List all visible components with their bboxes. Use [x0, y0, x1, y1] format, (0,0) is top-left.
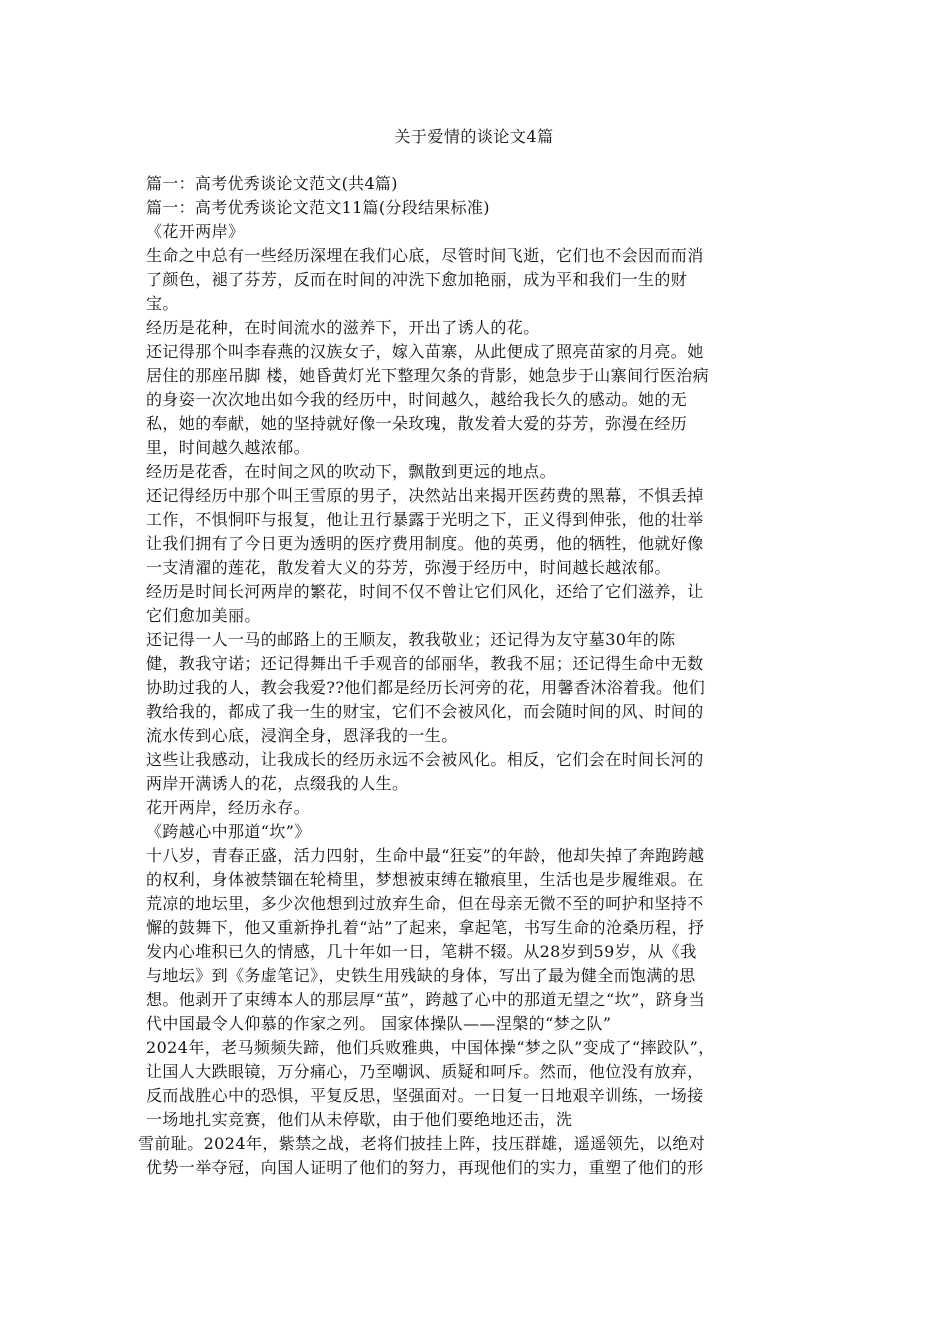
text-line: 懈的鼓舞下，他又重新挣扎着“站”了起来，拿起笔，书写生命的沧桑历程，抒 — [146, 918, 705, 937]
text-line: 教给我的，都成了我一生的财宝，它们不会被风化，而会随时间的风、时间的 — [146, 702, 704, 721]
text-line: 协助过我的人，教会我爱??他们都是经历长河旁的花，用馨香沐浴着我。他们 — [146, 678, 706, 697]
text-line: 反而战胜心中的恐惧，平复反思，坚强面对。一日复一日地艰辛训练，一场接 — [146, 1086, 704, 1105]
document-body — [138, 172, 802, 1180]
text-line: 里，时间越久越浓郁。 — [146, 438, 311, 457]
text-line: 花开两岸，经历永存。 — [146, 798, 311, 817]
text-line: 代中国最令人仰慕的作家之列。 国家体操队——涅槃的“梦之队” — [146, 1014, 612, 1033]
text-line: 了颜色，褪了芬芳，反而在时间的冲洗下愈加艳丽，成为平和我们一生的财 — [146, 270, 688, 289]
text-line: 宝。 — [146, 294, 179, 313]
text-line: 一支清濯的莲花，散发着大义的芬芳，弥漫于经历中，时间越长越浓郁。 — [146, 558, 671, 577]
text-line: 一场地扎实竞赛，他们从未停歇，由于他们要绝地还击，洗 — [146, 1110, 573, 1129]
text-line: 雪前耻。2024年，紫禁之战，老将们披挂上阵，技压群雄，遥遥领先，以绝对 — [138, 1134, 706, 1153]
text-line: 的权利，身体被禁锢在轮椅里，梦想被束缚在辙痕里，生活也是步履维艰。在 — [146, 870, 704, 889]
text-line: 居住的那座吊脚 楼，她昏黄灯光下整理欠条的背影，她急步于山寨间行医治病 — [146, 366, 710, 385]
text-line: 经历是时间长河两岸的繁花，时间不仅不曾让它们风化，还给了它们滋养，让 — [146, 582, 704, 601]
text-line: 想。他剥开了束缚本人的那层厚“茧”，跨越了心中的那道无望之“坎”，跻身当 — [146, 990, 706, 1009]
text-line: 让国人大跌眼镜，万分痛心，乃至嘲讽、质疑和呵斥。然而，他位没有放弃， — [146, 1062, 704, 1081]
text-line: 两岸开满诱人的花，点缀我的人生。 — [146, 774, 409, 793]
text-line: 还记得一人一马的邮路上的王顺友，教我敬业；还记得为友守墓30年的陈 — [146, 630, 676, 649]
text-line: 《跨越心中那道“坎”》 — [146, 822, 311, 841]
text-line: 流水传到心底，浸润全身，恩泽我的一生。 — [146, 726, 458, 745]
text-line: 《花开两岸》 — [146, 222, 245, 241]
text-line: 让我们拥有了今日更为透明的医疗费用制度。他的英勇，他的牺牲，他就好像 — [146, 534, 704, 553]
text-line: 十八岁，青春正盛，活力四射，生命中最“狂妄”的年龄，他却失掉了奔跑跨越 — [146, 846, 705, 865]
text-line: 2024年，老马频频失蹄，他们兵败雅典，中国体操“梦之队”变成了“摔跤队”， — [146, 1038, 715, 1057]
text-line: 这些让我感动，让我成长的经历永远不会被风化。相反，它们会在时间长河的 — [146, 750, 704, 769]
text-line: 私，她的奉献，她的坚持就好像一朵玫瑰，散发着大爱的芬芳，弥漫在经历 — [146, 414, 688, 433]
text-line: 篇一：高考优秀谈论文范文(共4篇) — [146, 174, 398, 193]
text-line: 篇一：高考优秀谈论文范文11篇(分段结果标准) — [146, 198, 490, 217]
document-title: 关于爱情的谈论文4篇 — [394, 127, 554, 146]
text-line: 荒凉的地坛里，多少次他想到过放弃生命，但在母亲无微不至的呵护和坚持不 — [146, 894, 704, 913]
text-line: 经历是花香，在时间之风的吹动下，飘散到更远的地点。 — [146, 462, 557, 481]
text-line: 的身姿一次次地出如今我的经历中，时间越久，越给我长久的感动。她的无 — [146, 390, 688, 409]
text-line: 与地坛》到《务虚笔记》，史铁生用残缺的身体，写出了最为健全而饱满的思 — [146, 966, 696, 985]
text-line: 优势一举夺冠，向国人证明了他们的努力，再现他们的实力，重塑了他们的形 — [146, 1158, 704, 1177]
text-line: 它们愈加美丽。 — [146, 606, 261, 625]
text-line: 经历是花种，在时间流水的滋养下，开出了诱人的花。 — [146, 318, 540, 337]
text-line: 生命之中总有一些经历深埋在我们心底，尽管时间飞逝，它们也不会因而而消 — [146, 246, 704, 265]
text-line: 还记得那个叫李春燕的汉族女子，嫁入苗寨，从此便成了照亮苗家的月亮。她 — [146, 342, 704, 361]
text-line: 健，教我守诺；还记得舞出千手观音的邰丽华，教我不屈；还记得生命中无数 — [146, 654, 704, 673]
text-line: 发内心堆积已久的情感，几十年如一日，笔耕不辍。从28岁到59岁，从《我 — [146, 942, 697, 961]
text-line: 还记得经历中那个叫王雪原的男子，决然站出来揭开医药费的黑幕，不惧丢掉 — [146, 486, 704, 505]
text-line: 工作，不惧恫吓与报复，他让丑行暴露于光明之下，正义得到伸张，他的壮举 — [146, 510, 704, 529]
